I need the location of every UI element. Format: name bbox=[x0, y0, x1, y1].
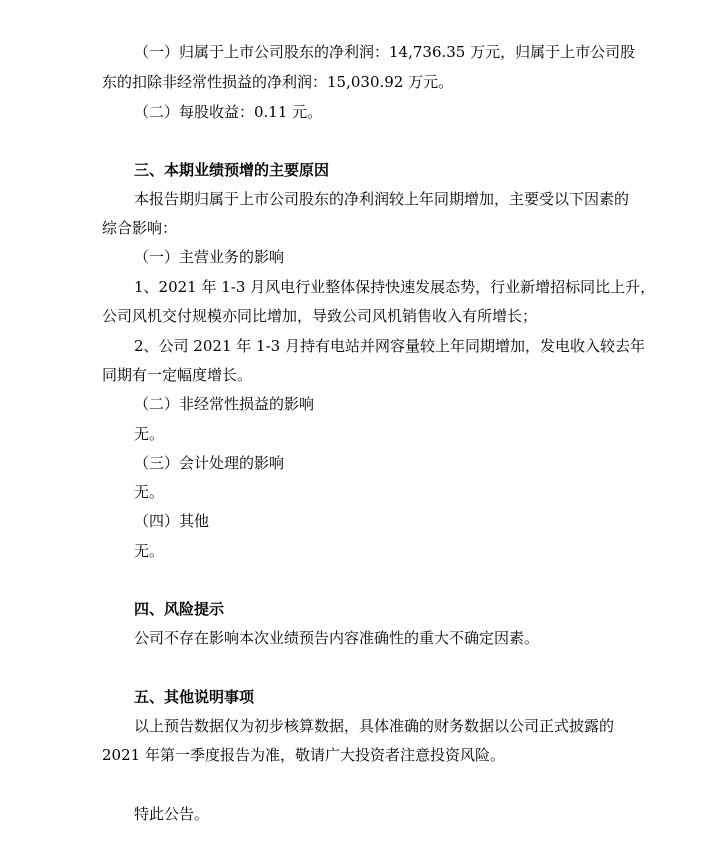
section-3-heading: 三、本期业绩预增的主要原因 bbox=[134, 161, 330, 179]
item-1-line-2: 公司风机交付规模亦同比增加，导致公司风机销售收入有所增长； bbox=[102, 307, 538, 325]
section-4-body: 公司不存在影响本次业绩预告内容准确性的重大不确定因素。 bbox=[134, 629, 540, 647]
section-3-intro-2: 综合影响： bbox=[102, 219, 178, 237]
net-profit-line-2: 东的扣除非经常性损益的净利润：15,030.92 万元。 bbox=[102, 73, 454, 91]
subsection-non-recurring: （二）非经常性损益的影响 bbox=[134, 395, 315, 413]
net-profit-line-1: （一）归属于上市公司股东的净利润：14,736.35 万元，归属于上市公司股 bbox=[134, 43, 636, 61]
item-2-line-2: 同期有一定幅度增长。 bbox=[102, 366, 253, 384]
subsection-accounting-body: 无。 bbox=[134, 483, 165, 501]
item-1-line-1: 1、2021 年 1-3 月风电行业整体保持快速发展态势，行业新增招标同比上升， bbox=[134, 278, 656, 296]
subsection-main-business: （一）主营业务的影响 bbox=[134, 248, 285, 266]
closing-statement: 特此公告。 bbox=[134, 805, 210, 823]
section-5-heading: 五、其他说明事项 bbox=[134, 688, 255, 706]
item-2-line-1: 2、公司 2021 年 1-3 月持有电站并网容量较上年同期增加，发电收入较去年 bbox=[134, 337, 645, 355]
subsection-other-body: 无。 bbox=[134, 542, 165, 560]
eps-line: （二）每股收益：0.11 元。 bbox=[134, 103, 323, 121]
subsection-other: （四）其他 bbox=[134, 512, 210, 530]
section-5-body-1: 以上预告数据仅为初步核算数据，具体准确的财务数据以公司正式披露的 bbox=[134, 717, 615, 735]
section-3-intro-1: 本报告期归属于上市公司股东的净利润较上年同期增加，主要受以下因素的 bbox=[134, 190, 630, 208]
section-5-body-2: 2021 年第一季度报告为准，敬请广大投资者注意投资风险。 bbox=[102, 746, 505, 764]
subsection-accounting: （三）会计处理的影响 bbox=[134, 454, 285, 472]
subsection-non-recurring-body: 无。 bbox=[134, 425, 165, 443]
section-4-heading: 四、风险提示 bbox=[134, 600, 225, 618]
